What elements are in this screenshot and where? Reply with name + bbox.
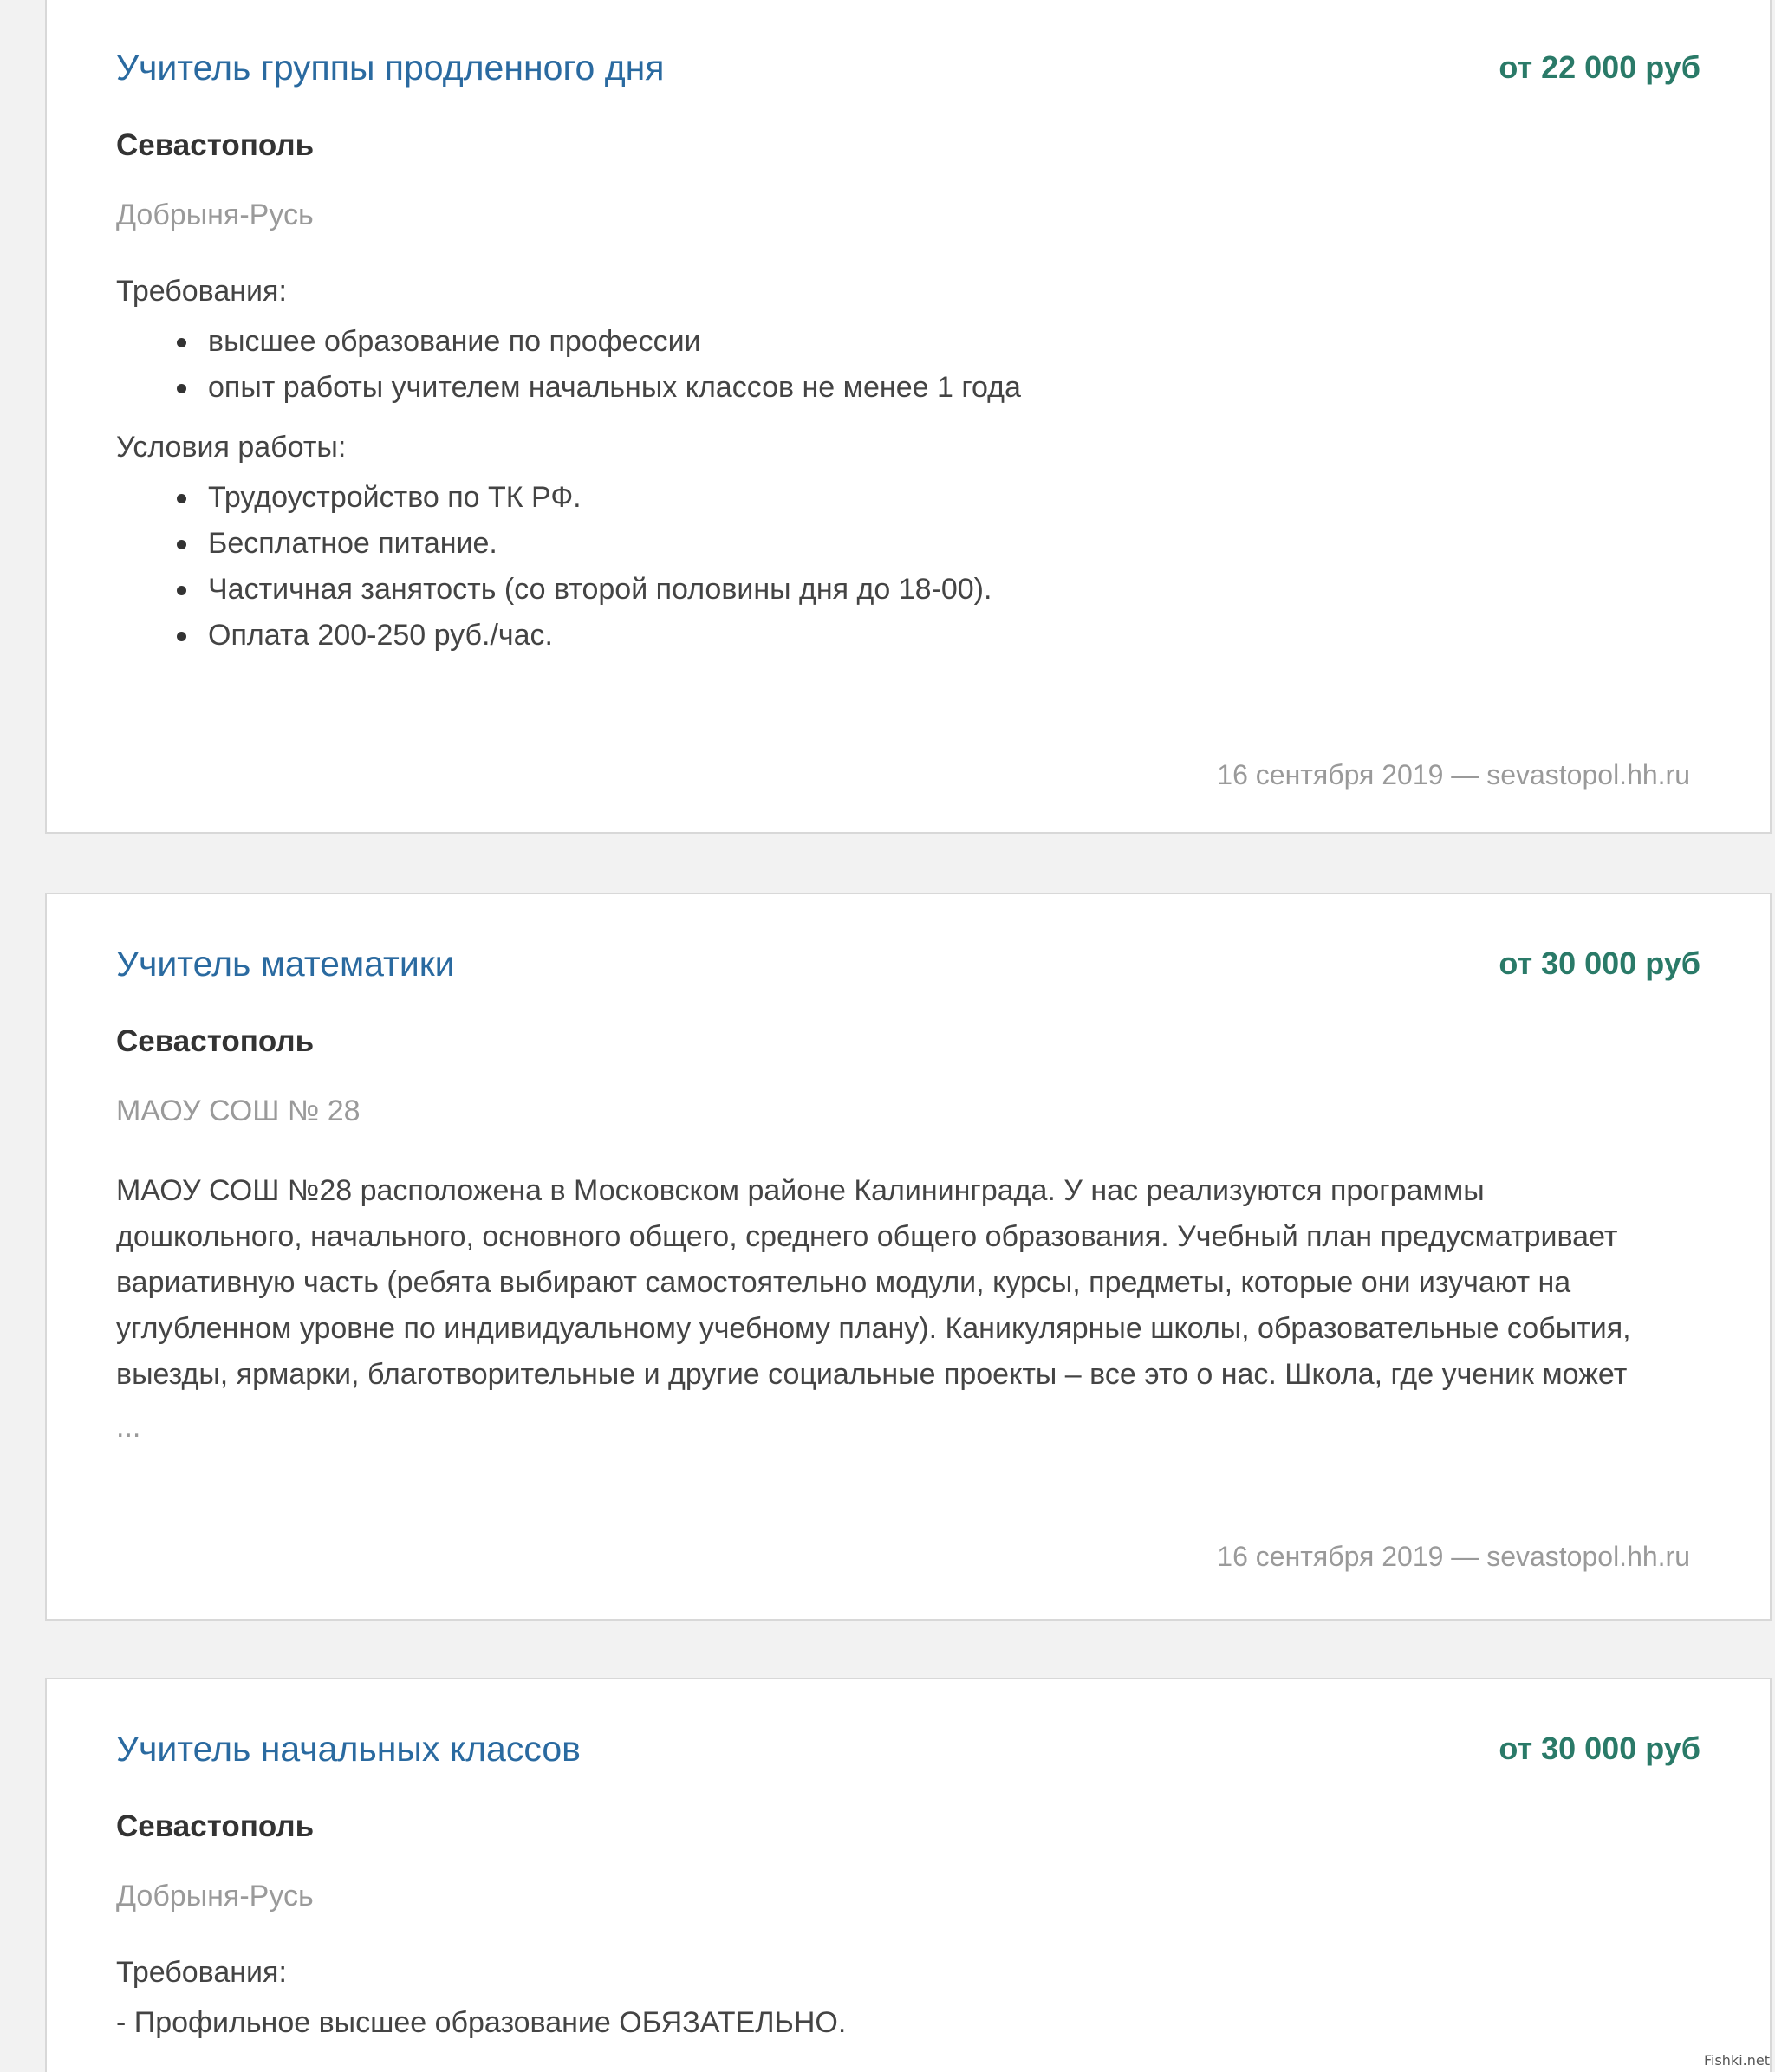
vacancy-card: [45, 0, 1772, 834]
vacancy-description: МАОУ СОШ №28 расположена в Московском районе Калининграда. У нас реализуются программы дошкольного, начального, основного общего, среднего общего образования. Учебный план предусматривает вариативную часть (ребята выбирают самостоятельно модули, курсы, предметы, которые они изучают на углубленном уровне по индивидуальному учебному плану). Каникулярные школы, образовательные события, выезды, ярмарки, благотворительные и другие социальные проекты – все это о нас. Школа, где ученик может: [116, 1174, 1631, 1391]
conditions-list: [116, 475, 1700, 659]
vacancy-card: [45, 893, 1772, 1621]
vacancy-company: Добрыня-Русь: [116, 1880, 314, 1913]
vacancy-date-source: 16 сентября 2019 — sevastopol.hh.ru: [1217, 1541, 1690, 1572]
list-item-text: Бесплатное питание.: [208, 527, 497, 560]
vacancy-header: [116, 939, 1700, 988]
list-item: [116, 365, 1700, 411]
list-item-text: высшее образование по профессии: [208, 325, 701, 358]
bullet-icon: [177, 632, 186, 641]
bullet-icon: [177, 586, 186, 595]
list-item-text: Частичная занятость (со второй половины дня до 18-00).: [208, 573, 992, 606]
vacancy-title-link[interactable]: Учитель группы продленного дня: [116, 48, 665, 88]
requirements-list: [116, 319, 1700, 411]
vacancy-header: [116, 1725, 1700, 1773]
vacancy-date-source: 16 сентября 2019 — sevastopol.hh.ru: [1217, 759, 1690, 790]
list-item: [116, 475, 1700, 521]
list-item: [116, 319, 1700, 365]
vacancy-salary: от 30 000 руб: [1499, 1731, 1700, 1766]
list-item-text: опыт работы учителем начальных классов не менее 1 года: [208, 371, 1021, 404]
vacancy-city: Севастополь: [116, 1024, 315, 1058]
bullet-icon: [177, 384, 186, 393]
vacancy-card: [45, 1678, 1772, 2072]
description-ellipsis: ...: [116, 1411, 141, 1444]
list-item: [116, 567, 1700, 613]
vacancy-city: Севастополь: [116, 1809, 315, 1843]
bullet-icon: [177, 338, 186, 347]
vacancy-company: Добрыня-Русь: [116, 198, 314, 231]
list-item: [116, 521, 1700, 567]
bullet-icon: [177, 494, 186, 503]
requirements-label: Требования:: [116, 1956, 287, 1989]
vacancy-title-link[interactable]: Учитель начальных классов: [116, 1729, 581, 1769]
vacancy-title-link[interactable]: Учитель математики: [116, 944, 455, 984]
conditions-label: Условия работы:: [116, 431, 347, 464]
vacancy-city: Севастополь: [116, 128, 315, 162]
list-item-text: Трудоустройство по ТК РФ.: [208, 481, 582, 514]
vacancy-company: МАОУ СОШ № 28: [116, 1094, 361, 1127]
vacancy-salary: от 30 000 руб: [1499, 945, 1700, 981]
vacancy-header: [116, 43, 1700, 92]
vacancy-salary: от 22 000 руб: [1499, 49, 1700, 85]
watermark: Fishki.net: [1703, 2052, 1770, 2069]
list-item: [116, 613, 1700, 659]
bullet-icon: [177, 540, 186, 549]
list-item-text: Оплата 200-250 руб./час.: [208, 619, 553, 652]
requirements-text: - Профильное высшее образование ОБЯЗАТЕЛЬНО.: [116, 2006, 847, 2039]
requirements-label: Требования:: [116, 275, 287, 308]
